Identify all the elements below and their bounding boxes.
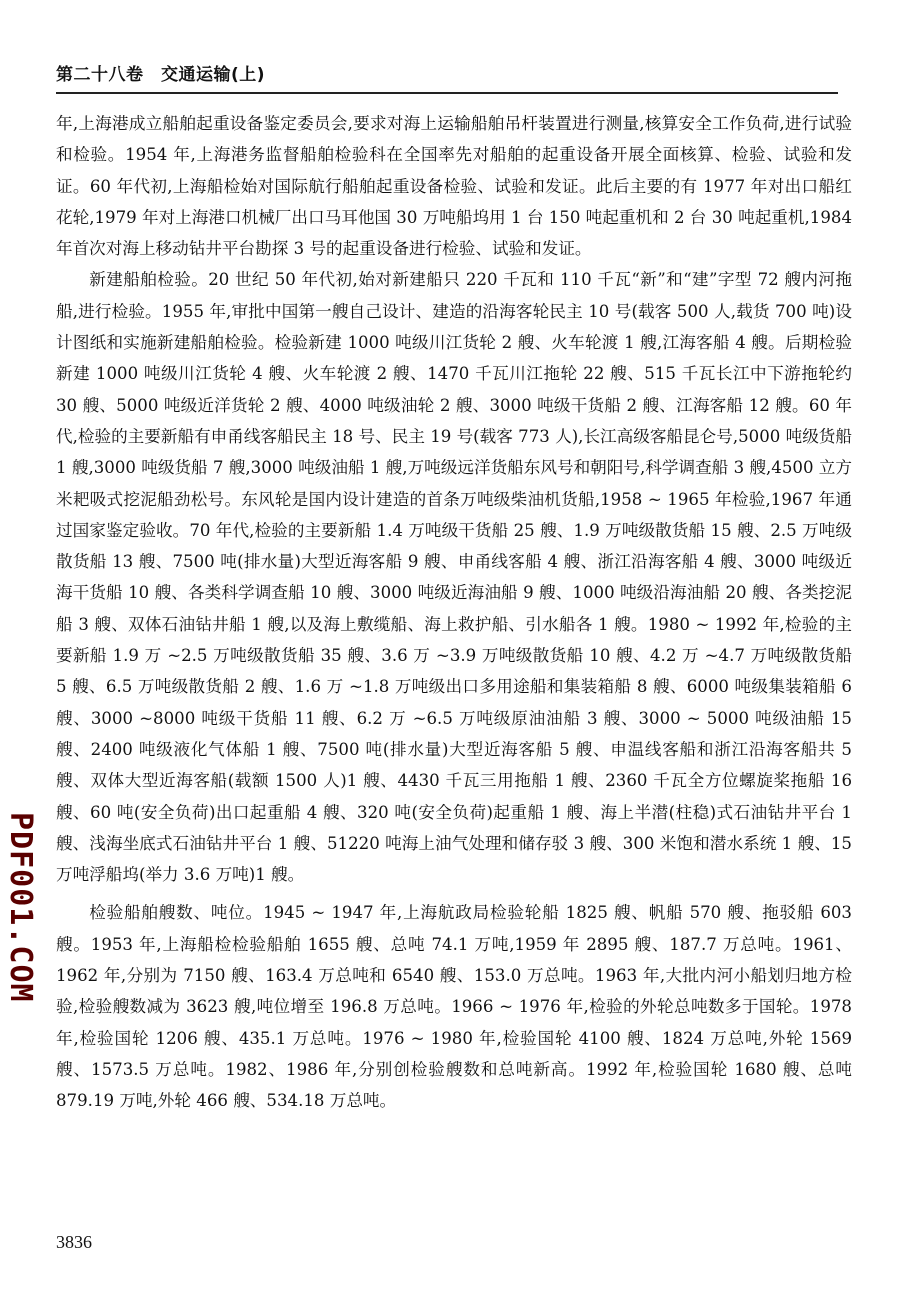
paragraph-inspection-counts: 检验船舶艘数、吨位。1945 ~ 1947 年,上海航政局检验轮船 1825 艘、帆船 570 艘、拖驳船 603 艘。1953 年,上海船检检验船舶 1655 艘、总吨 74.1 万吨,1959 年 2895 艘、187.7 万总吨。1961、1962 年,分别为 7150 艘、163.4 万总吨和 6540 艘、153.0 万总吨。1963 年,大批内河小船划归地方检验,检验艘数减为 3623 艘,吨位增至 196.8 万总吨。1966 ~ 1976 年,检验的外轮总吨数多于国轮。1978 年,检验国轮 1206 艘、435.1 万总吨。1976 ~ 1980 年,检验国轮 4100 艘、1824 万总吨,外轮 1569 艘、1573.5 万总吨。1982、1986 年,分别创检验艘数和总吨新高。1992 年,检验国轮 1680 艘、总吨 879.19 万吨,外轮 466 艘、534.18 万总吨。 — [56, 903, 852, 1111]
header-title: 第二十八卷 交通运输(上) — [56, 65, 266, 85]
body-text — [56, 108, 852, 1117]
watermark — [4, 812, 40, 1012]
paragraph-lifting-equipment: 年,上海港成立船舶起重设备鉴定委员会,要求对海上运输船舶吊杆装置进行测量,核算安全工作负荷,进行试验和检验。1954 年,上海港务监督船舶检验科在全国率先对船舶的起重设备开展全面核算、检验、试验和发证。60 年代初,上海船检始对国际航行船舶起重设备检验、试验和发证。此后主要的有 1977 年对出口船红花轮,1979 年对上海港口机械厂出口马耳他国 30 万吨船坞用 1 台 150 吨起重机和 2 台 30 吨起重机,1984 年首次对海上移动钻井平台勘探 3 号的起重设备进行检验、试验和发证。 — [56, 114, 852, 259]
running-header — [56, 58, 838, 94]
watermark-text: PDF001.COM — [3, 812, 38, 1003]
page-number: 3836 — [56, 1232, 92, 1252]
paragraph-new-ship-inspection: 新建船舶检验。20 世纪 50 年代初,始对新建船只 220 千瓦和 110 千瓦“新”和“建”字型 72 艘内河拖船,进行检验。1955 年,审批中国第一艘自己设计、建造的沿海客轮民主 10 号(载客 500 人,载货 700 吨)设计图纸和实施新建船舶检验。检验新建 1000 吨级川江货轮 2 艘、火车轮渡 1 艘,江海客船 4 艘。后期检验新建 1000 吨级川江货轮 4 艘、火车轮渡 2 艘、1470 千瓦川江拖轮 22 艘、515 千瓦长江中下游拖轮约 30 艘、5000 吨级近洋货轮 2 艘、4000 吨级油轮 2 艘、3000 吨级干货船 2 艘、江海客船 12 艘。60 年代,检验的主要新船有申甬线客船民主 18 号、民主 19 号(载客 773 人),长江高级客船昆仑号,5000 吨级货船 1 艘,3000 吨级货船 7 艘,3000 吨级油船 1 艘,万吨级远洋货船东风号和朝阳号,科学调查船 3 艘,4500 立方米耙吸式挖泥船劲松号。东风轮是国内设计建造的首条万吨级柴油机货船,1958 ~ 1965 年检验,1967 年通过国家鉴定验收。70 年代,检验的主要新船 1.4 万吨级干货船 25 艘、1.9 万吨级散货船 15 艘、2.5 万吨级散货船 13 艘、7500 吨(排水量)大型近海客船 9 艘、申甬线客船 4 艘、浙江沿海客船 4 艘、3000 吨级近海干货船 10 艘、各类科学调查船 10 艘、3000 吨级近海油船 9 艘、1000 吨级沿海油船 20 艘、各类挖泥船 3 艘、双体石油钻井船 1 艘,以及海上敷缆船、海上救护船、引水船各 1 艘。1980 ~ 1992 年,检验的主要新船 1.9 万 ~2.5 万吨级散货船 35 艘、3.6 万 ~3.9 万吨级散货船 10 艘、4.2 万 ~4.7 万吨级散货船 5 艘、6.5 万吨级散货船 2 艘、1.6 万 ~1.8 万吨级出口多用途船和集装箱船 8 艘、6000 吨级集装箱船 6 艘、3000 ~8000 吨级干货船 11 艘、6.2 万 ~6.5 万吨级原油油船 3 艘、3000 ~ 5000 吨级油船 15 艘、2400 吨级液化气体船 1 艘、7500 吨(排水量)大型近海客船 5 艘、申温线客船和浙江沿海客船共 5 艘、双体大型近海客船(载额 1500 人)1 艘、4430 千瓦三用拖船 1 艘、2360 千瓦全方位螺旋桨拖船 16 艘、60 吨(安全负荷)出口起重船 4 艘、320 吨(安全负荷)起重船 1 艘、海上半潜(柱稳)式石油钻井平台 1 艘、浅海坐底式石油钻井平台 1 艘、51220 吨海上油气处理和储存驳 3 艘、300 米饱和潜水系统 1 艘、15 万吨浮船坞(举力 3.6 万吨)1 艘。 — [56, 270, 852, 885]
